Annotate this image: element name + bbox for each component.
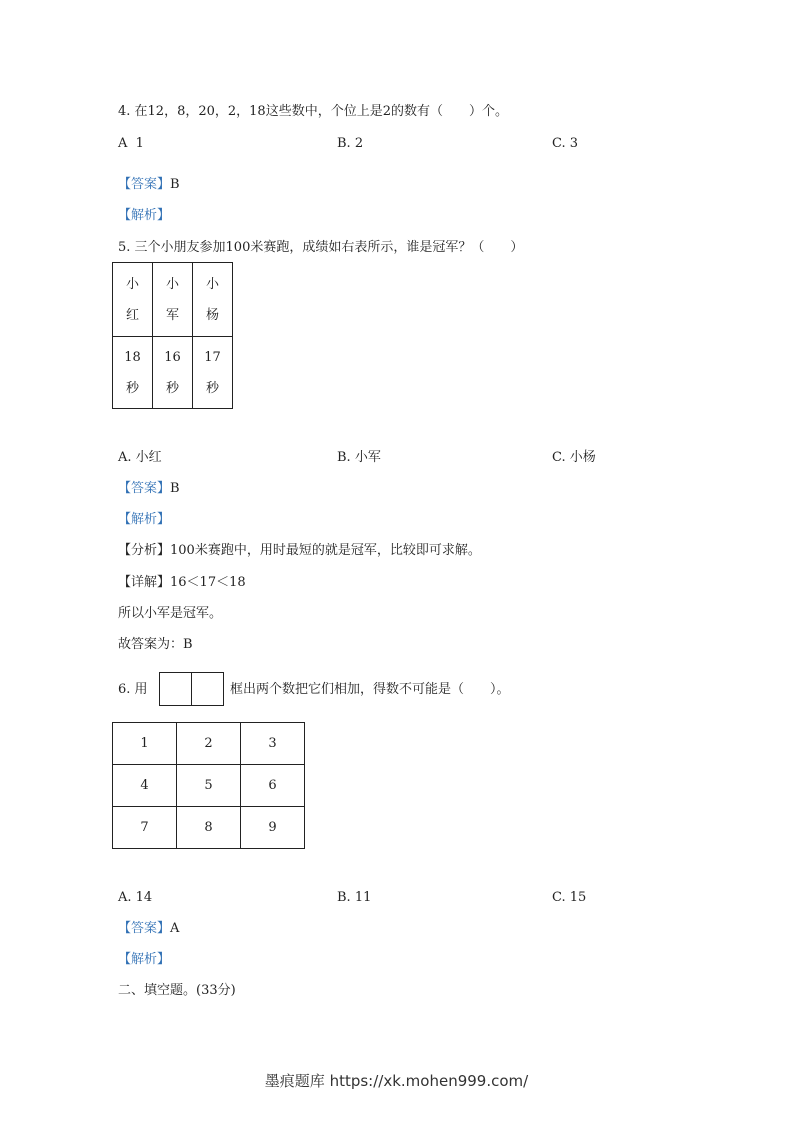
q5-option-a: A. 小红 — [118, 450, 162, 465]
grid-cell: 1 — [113, 723, 177, 765]
q6-answer-value: A — [170, 921, 180, 936]
grid-cell: 3 — [241, 723, 305, 765]
q5-final-answer: 故答案为：B — [118, 637, 193, 652]
q5-time-cell: 18 秒 — [113, 337, 153, 409]
grid-cell: 5 — [177, 765, 241, 807]
grid-cell: 4 — [113, 765, 177, 807]
q6-answer-label: 【答案】 — [118, 921, 171, 936]
q6-option-c: C. 15 — [552, 890, 587, 905]
q6-frame-figure — [159, 672, 225, 706]
q5-answer-value: B — [170, 481, 180, 496]
q4-option-a: A 1 — [118, 136, 144, 151]
q6-option-b: B. 11 — [337, 890, 372, 905]
q5-results-table — [112, 262, 233, 409]
q6-stem-prefix: 6. 用 — [118, 682, 148, 697]
q4-option-b: B. 2 — [337, 136, 364, 151]
q6-frame-box-left — [159, 672, 192, 706]
q5-answer — [118, 480, 180, 498]
q5-xiangjie: 【详解】16＜17＜18 — [118, 575, 246, 590]
grid-cell: 9 — [241, 807, 305, 849]
q5-analysis-label: 【解析】 — [118, 512, 171, 527]
q5-time-cell: 17 秒 — [193, 337, 233, 409]
q4-analysis-label: 【解析】 — [118, 208, 171, 223]
q5-name-cell: 小 军 — [153, 263, 193, 337]
q5-name-cell: 小 杨 — [193, 263, 233, 337]
q6-frame-box-right — [191, 672, 224, 706]
q4-answer-value: B — [170, 177, 180, 192]
q5-conclusion: 所以小军是冠军。 — [118, 606, 223, 621]
q6-stem-suffix: 框出两个数把它们相加，得数不可能是（ ）。 — [230, 682, 510, 697]
grid-cell: 6 — [241, 765, 305, 807]
q5-stem: 5. 三个小朋友参加100米赛跑，成绩如右表所示，谁是冠军？（ ） — [118, 240, 524, 255]
grid-cell: 7 — [113, 807, 177, 849]
q6-number-grid — [112, 722, 305, 849]
grid-cell: 8 — [177, 807, 241, 849]
section-heading: 二、填空题。(33分) — [118, 983, 236, 998]
q6-option-a: A. 14 — [118, 890, 153, 905]
q5-time-cell: 16 秒 — [153, 337, 193, 409]
q4-stem: 4. 在12，8，20，2，18这些数中，个位上是2的数有（ ）个。 — [118, 104, 508, 119]
q5-option-b: B. 小军 — [337, 450, 381, 465]
q5-fenxi: 【分析】100米赛跑中，用时最短的就是冠军，比较即可求解。 — [118, 543, 481, 558]
q5-option-c: C. 小杨 — [552, 450, 596, 465]
q5-name-cell: 小 红 — [113, 263, 153, 337]
q6-analysis-label: 【解析】 — [118, 952, 171, 967]
q6-answer — [118, 920, 179, 938]
grid-cell: 2 — [177, 723, 241, 765]
q4-answer-label: 【答案】 — [118, 177, 171, 192]
footer-watermark: 墨痕题库 https://xk.mohen999.com/ — [264, 1072, 529, 1090]
q5-answer-label: 【答案】 — [118, 481, 171, 496]
q4-option-c: C. 3 — [552, 136, 579, 151]
q4-answer — [118, 176, 180, 194]
